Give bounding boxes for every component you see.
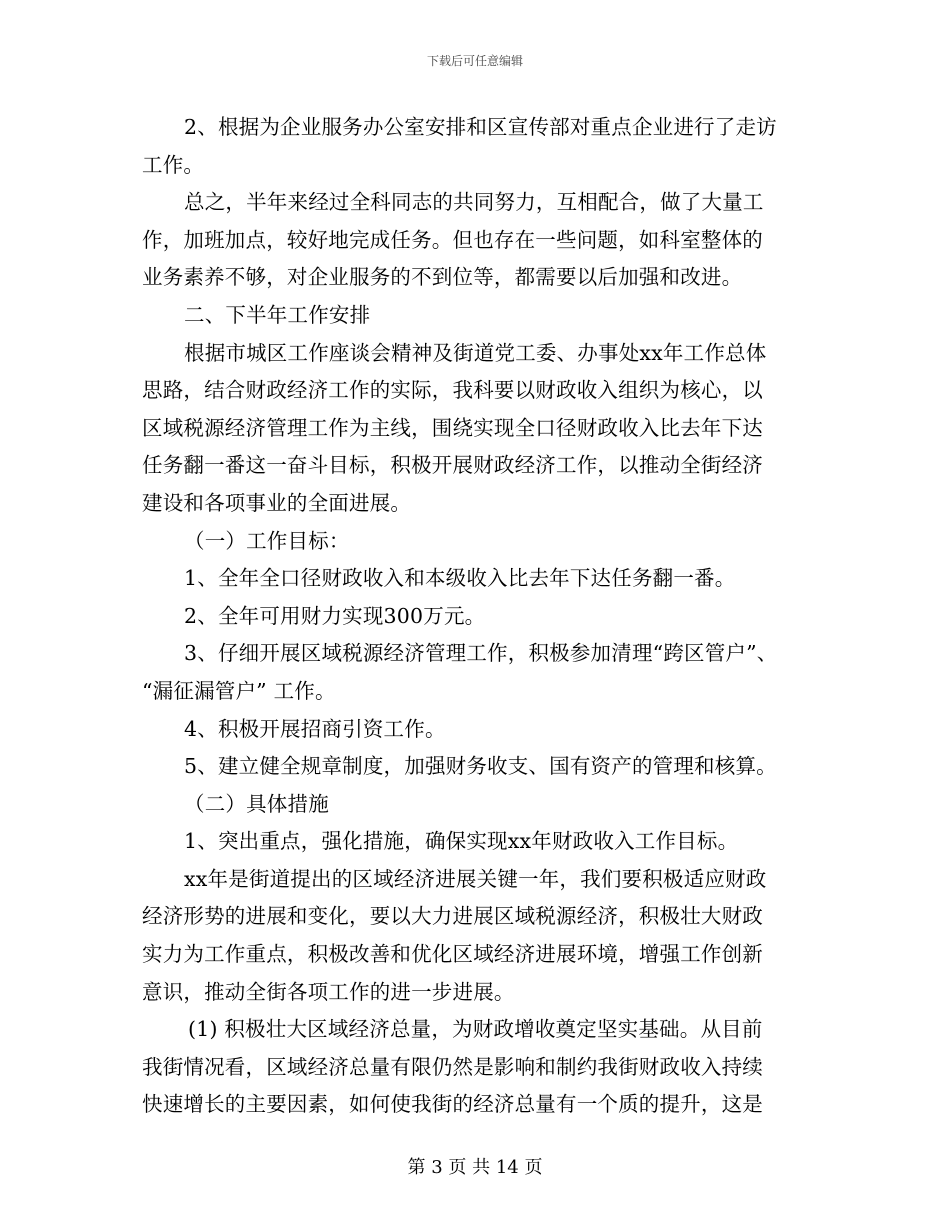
text-line: 1、突出重点，强化措施，确保实现xx年财政收入工作目标。 — [184, 829, 739, 854]
text-line: 总之，半年来经过全科同志的共同努力，互相配合，做了大量工 — [184, 190, 764, 215]
text-line: 1、全年全口径财政收入和本级收入比去年下达任务翻一番。 — [184, 566, 736, 591]
text-line: xx年是街道提出的区域经济进展关键一年，我们要积极适应财政 — [184, 866, 767, 891]
text-line: 我街情况看，区域经济总量有限仍然是影响和制约我街财政收入持续 — [142, 1054, 763, 1079]
text-line: 意识，推动全街各项工作的进一步进展。 — [142, 979, 515, 1004]
text-line: （二）具体措施 — [184, 791, 329, 816]
text-line: 区域税源经济管理工作为主线，围绕实现全口径财政收入比去年下达 — [142, 415, 763, 440]
text-line: 根据市城区工作座谈会精神及街道党工委、办事处xx年工作总体 — [184, 340, 767, 365]
text-line: 2、根据为企业服务办公室安排和区宣传部对重点企业进行了走访 — [184, 115, 777, 139]
page-footer: 第 3 页 共 14 页 — [407, 1157, 543, 1178]
text-line: 任务翻一番这一奋斗目标，积极开展财政经济工作，以推动全街经济 — [142, 453, 763, 478]
text-line: 建设和各项事业的全面进展。 — [142, 490, 412, 515]
text-line: 二、下半年工作安排 — [184, 302, 371, 327]
text-line: 3、仔细开展区域税源经济管理工作，积极参加清理“跨区管户”、 — [184, 641, 778, 666]
text-line: 作，加班加点，较好地完成任务。但也存在一些问题，如科室整体的 — [142, 227, 763, 252]
text-line: 快速增长的主要因素，如何使我街的经济总量有一个质的提升，这是 — [142, 1092, 763, 1117]
text-line: “漏征漏管户” 工作。 — [142, 678, 336, 703]
text-line: 业务素养不够，对企业服务的不到位等，都需要以后加强和改进。 — [142, 265, 743, 290]
document-body — [142, 109, 808, 1124]
text-line: 实力为工作重点，积极改善和优化区域经济进展环境，增强工作创新 — [142, 942, 763, 967]
text-line: （一）工作目标： — [184, 528, 350, 553]
text-line: (1) 积极壮大区域经济总量，为财政增收奠定坚实基础。从目前 — [188, 1017, 763, 1042]
text-line: 4、积极开展招商引资工作。 — [184, 716, 446, 741]
text-line: 工作。 — [142, 152, 205, 177]
text-line: 2、全年可用财力实现300万元。 — [184, 603, 486, 628]
text-line: 思路，结合财政经济工作的实际，我科要以财政收入组织为核心，以 — [142, 378, 763, 403]
text-line: 经济形势的进展和变化，要以大力进展区域税源经济，积极壮大财政 — [142, 904, 763, 929]
text-line: 5、建立健全规章制度，加强财务收支、国有资产的管理和核算。 — [184, 754, 777, 779]
page-header: 下载后可任意编辑 — [426, 54, 523, 68]
